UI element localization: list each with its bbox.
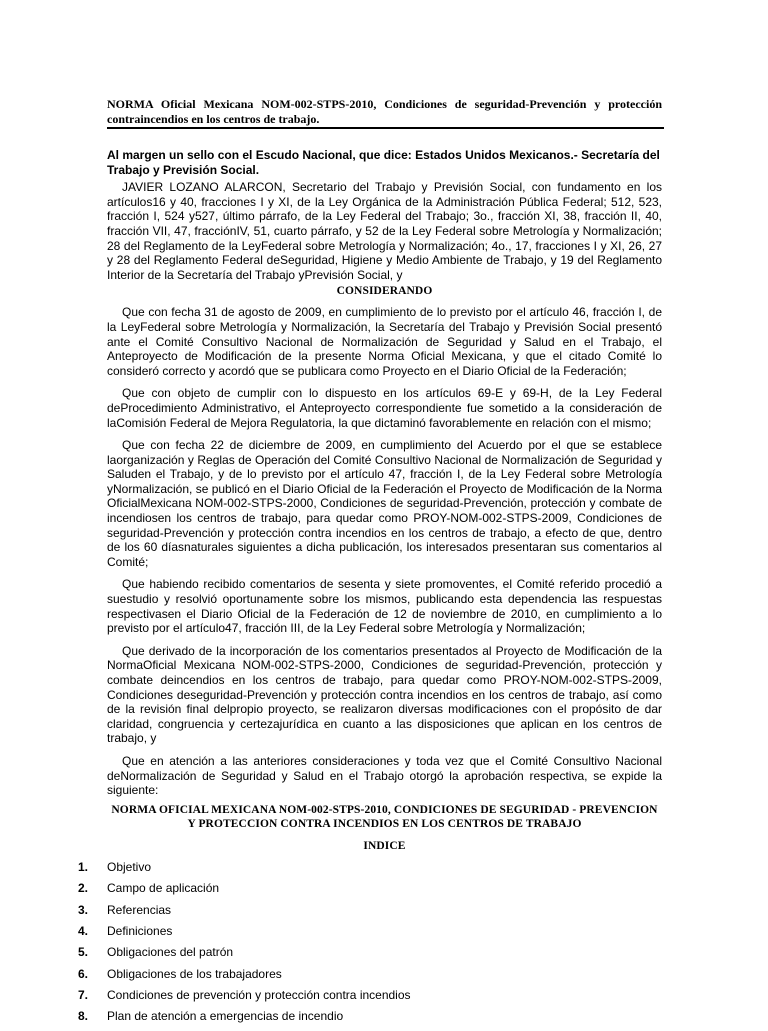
index-item (78, 881, 662, 902)
index-label: Objetivo (107, 859, 152, 874)
considerando-paragraph: Que derivado de la incorporación de los comentarios presentados al Proyecto de Modificación de la NormaOficial Mexicana NOM-002-STPS-2000, Condiciones de seguridad-Prevención, protección y combate deincendios en los centros de trabajo, para quedar como PROY-NOM-002-STPS-2009, Condiciones deseguridad-Prevención y protección contra incendios en los centros de trabajo, así como de la revisión final delpropio proyecto, se realizaron diversas modificaciones con el propósito de dar claridad, congruencia y certezajurídica en cuanto a las disposiciones que aplican en los centros de trabajo, y (107, 643, 662, 746)
document-title: NORMA Oficial Mexicana NOM-002-STPS-2010, Condiciones de seguridad-Prevención y protección contraincendios en los centros de trabajo. (107, 97, 662, 126)
title-divider (107, 127, 664, 129)
considerando-paragraph: Que con fecha 31 de agosto de 2009, en cumplimiento de lo previsto por el artículo 46, fracción I, de la LeyFederal sobre Metrología y Normalización, la Secretaría del Trabajo y Previsión Social presentó ante el Comité Consultivo Nacional de Normalización de Seguridad y Salud en el Trabajo, el Anteproyecto de Modificación de la presente Norma Oficial Mexicana, y que el citado Comité lo consideró correcto y acordó que se publicara como Proyecto en el Diario Oficial de la Federación; (107, 305, 662, 378)
index-number: 8. (78, 1009, 89, 1024)
document-body (78, 148, 662, 1031)
index-item (78, 902, 662, 924)
index-list (78, 859, 662, 1031)
index-number: 6. (78, 966, 89, 981)
considerando-heading: CONSIDERANDO (336, 285, 433, 298)
index-item (78, 966, 662, 988)
index-number: 5. (78, 945, 89, 960)
considerando-paragraph: Que con objeto de cumplir con lo dispuesto en los artículos 69-E y 69-H, de la Ley Federal deProcedimiento Administrativo, el Anteproyecto correspondiente fue sometido a la consideración de laComisión Federal de Mejora Regulatoria, la que dictaminó favorablemente en relación con el mismo; (107, 386, 662, 430)
index-label: Obligaciones del patrón (107, 945, 234, 960)
index-label: Plan de atención a emergencias de incendio (107, 1009, 344, 1024)
index-item (78, 859, 662, 881)
index-label: Condiciones de prevención y protección contra incendios (107, 988, 411, 1003)
index-item (78, 1009, 662, 1030)
intro-paragraph: JAVIER LOZANO ALARCON, Secretario del Trabajo y Previsión Social, con fundamento en los artículos16 y 40, fracciones I y XI, de la Ley Orgánica de la Administración Pública Federal; 512, 523, fracción I, 524 y527, último párrafo, de la Ley Federal del Trabajo; 3o., fracción XI, 38, fracción II, 40, fracción VII, 47, fracciónIV, 51, cuarto párrafo, y 52 de la Ley Federal sobre Metrología y Normalización; 28 del Reglamento de la LeyFederal sobre Metrología y Normalización; 4o., 17, fracciones I y XI, 26, 27 y 28 del Reglamento Federal deSeguridad, Higiene y Medio Ambiente de Trabajo, y 19 del Reglamento Interior de la Secretaría del Trabajo yPrevisión Social, y (107, 180, 662, 282)
index-number: 7. (78, 988, 89, 1003)
considerando-paragraph: Que habiendo recibido comentarios de sesenta y siete promoventes, el Comité referido procedió a suestudio y resolvió oportunamente sobre los mismos, publicando esta dependencia las respuestas respectivasen el Diario Oficial de la Federación de 12 de noviembre de 2010, en cumplimiento a lo previsto por el artículo47, fracción III, de la Ley Federal sobre Metrología y Normalización; (107, 577, 662, 636)
index-number: 3. (78, 902, 89, 917)
index-label: Campo de aplicación (107, 881, 220, 896)
index-label: Definiciones (107, 923, 173, 938)
index-item (78, 923, 662, 945)
considerando-paragraph: Que en atención a las anteriores consideraciones y toda vez que el Comité Consultivo Nacional deNormalización de Seguridad y Salud en el Trabajo otorgó la aprobación respectiva, se expide la siguiente: (107, 753, 662, 798)
norma-heading: NORMA OFICIAL MEXICANA NOM-002-STPS-2010, CONDICIONES DE SEGURIDAD - PREVENCION Y PROTECCION CONTRA INCENDIOS EN LOS CENTROS DE TRABAJO (111, 803, 658, 830)
index-label: Referencias (107, 902, 172, 917)
lead-paragraph: Al margen un sello con el Escudo Nacional, que dice: Estados Unidos Mexicanos.- Secretaría del Trabajo y Previsión Social. (107, 148, 660, 177)
index-item (78, 988, 662, 1009)
index-number: 2. (78, 881, 89, 896)
index-label: Obligaciones de los trabajadores (107, 966, 282, 981)
index-number: 1. (78, 859, 89, 874)
considerando-paragraph: Que con fecha 22 de diciembre de 2009, en cumplimiento del Acuerdo por el que se establece laorganización y Reglas de Operación del Comité Consultivo Nacional de Normalización de Seguridad y Saluden el Trabajo, y de lo previsto por el artículo 47, fracción I, de la Ley Federal sobre Metrología yNormalización, se publicó en el Diario Oficial de la Federación el Proyecto de Modificación de la Norma OficialMexicana NOM-002-STPS-2000, Condiciones de seguridad-Prevención, protección y combate de incendiosen los centros de trabajo, para quedar como PROY-NOM-002-STPS-2009, Condiciones de seguridad-Prevención y protección contra incendios en los centros de trabajo, a efecto de que, dentro de los 60 díasnaturales siguientes a dicha publicación, los interesados presentaran sus comentarios al Comité; (107, 438, 662, 569)
index-item (78, 945, 662, 966)
indice-heading: INDICE (363, 839, 406, 852)
index-number: 4. (78, 923, 89, 938)
